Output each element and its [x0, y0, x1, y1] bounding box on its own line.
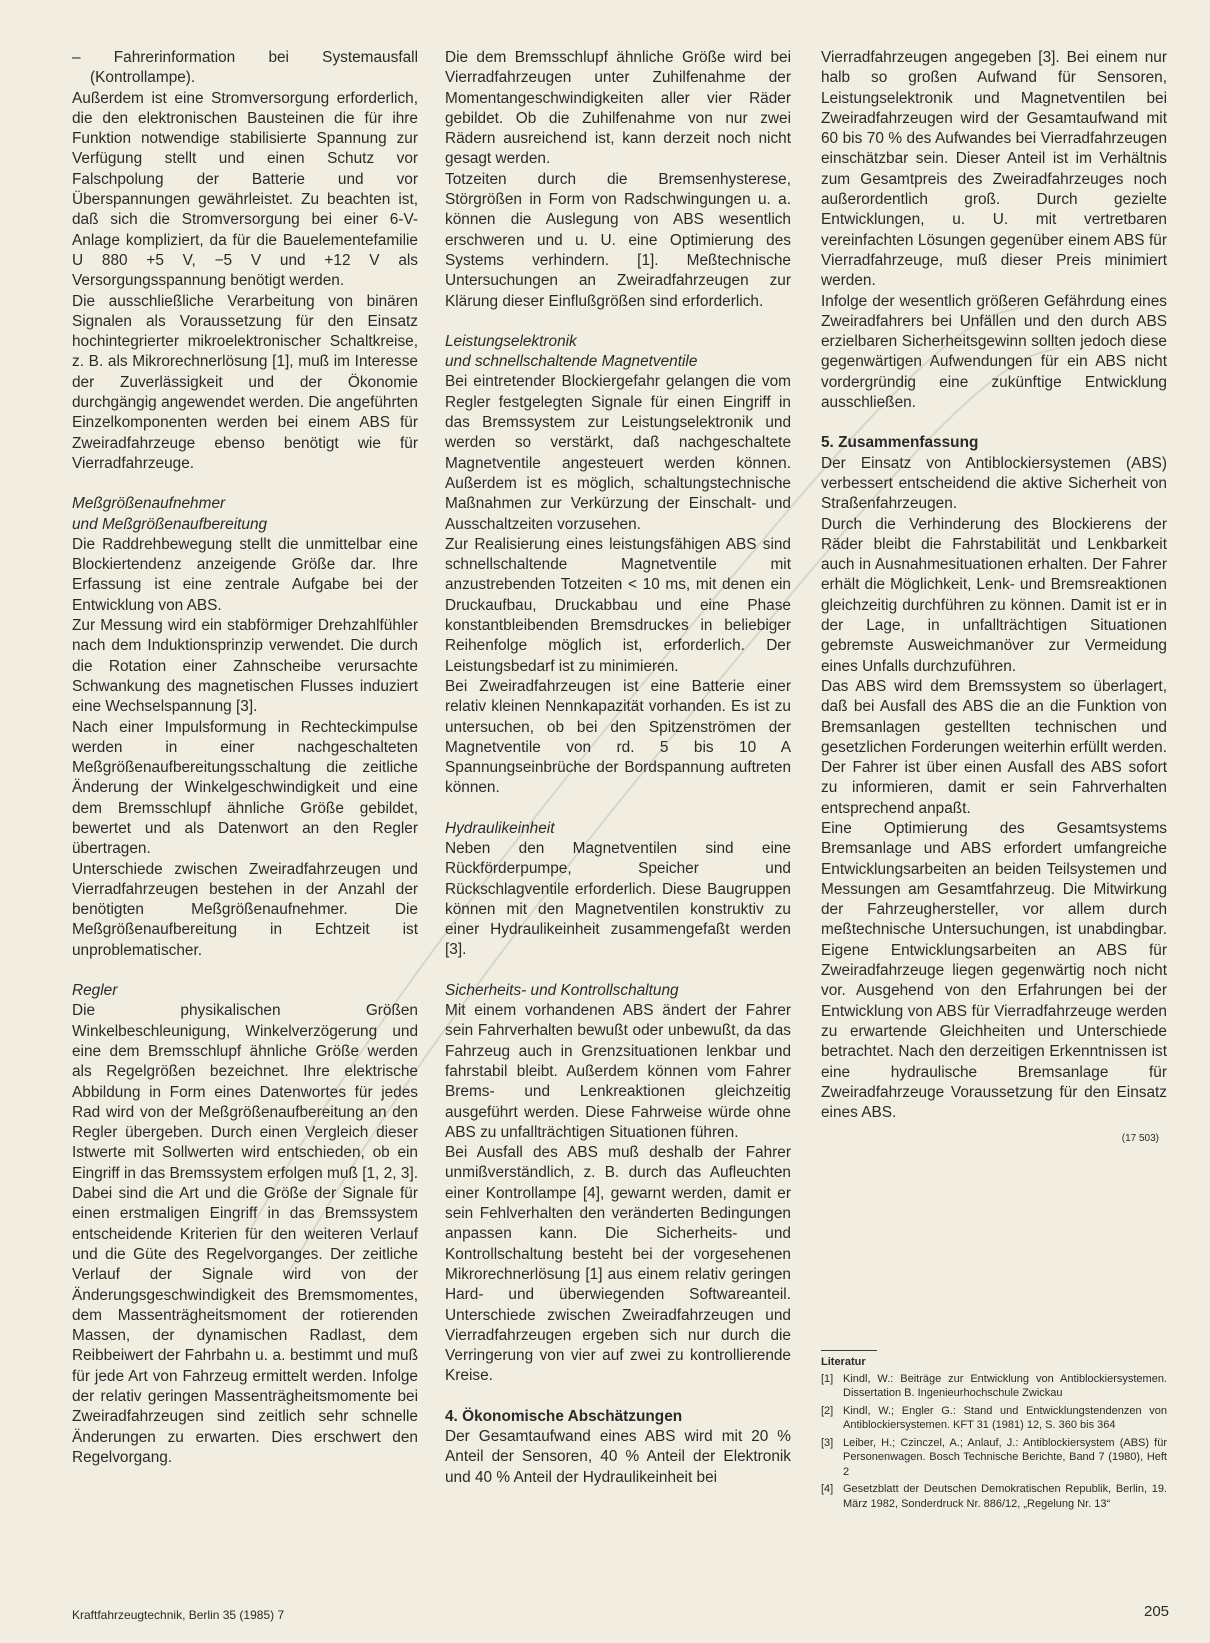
reference-item [821, 1436, 1167, 1480]
paragraph: Eine Optimierung des Gesamtsystems Bremsanlage und ABS erfordert umfangreiche Entwicklungsarbeiten an beiden Teilsystemen und Messungen am Gesamtfahrzeug. Die Mitwirkung der Fahrzeughersteller, vor allem durch meßtechnische Untersuchungen, ist unabdingbar. Eigene Entwicklungsarbeiten an ABS für Zweiradfahrzeuge liegen gegenwärtig noch nicht vor. Ausgehend von den Erfahrungen bei der Entwicklung von ABS für Vierradfahrzeuge werden zu erwartende Gleichheiten und Unterschiede betrachtet. Nach den derzeitigen Erkenntnissen ist eine hydraulische Bremsanlage für Zweiradfahrzeuge Voraussetzung für den Einsatz eines ABS. [821, 819, 1167, 1122]
divider [821, 1350, 877, 1351]
reference-item [821, 1372, 1167, 1401]
subheading: Sicherheits- und Kontrollschaltung [445, 981, 679, 999]
paragraph: Vierradfahrzeugen angegeben [3]. Bei einem nur halb so großen Aufwand für Sensoren, Leistungselektronik und Magnetventilen bei Zweiradfahrzeugen wird der Gesamtaufwand mit 60 bis 70 % des Aufwandes bei Vierradfahrzeugen einschätzbar sein. Dieser Anteil ist im Verhältnis zum Gesamtpreis des Zweiradfahrzeuges noch außerordentlich groß. Durch gezielte Entwicklungen, u. U. mit vertretbaren vereinfachten Lösungen gegenüber einem ABS für Vierradfahrzeuge, muß dieser Preis minimiert werden. [821, 49, 1167, 290]
reference-number: [2] [821, 1404, 834, 1417]
section-heading: 5. Zusammenfassung [821, 434, 979, 452]
article-code: (17 503) [1121, 1133, 1159, 1145]
list-item: – Fahrerinformation bei Systemausfall (Kontrollampe). [72, 49, 418, 87]
paragraph: Durch die Verhinderung des Blockierens der Räder bleibt die Fahrstabilität und Lenkbarkeit auch in Ausnahmesituationen erhalten. Der Fahrer erhält die Möglichkeit, Lenk- und Bremsreaktionen gleichzeitig durchführen zu können. Damit ist er in der Lage, in unfallträchtigen Situationen gebremste Ausweichmanöver zur Vermeidung eines Unfalls durchzuführen. [821, 515, 1167, 675]
paragraph: Nach einer Impulsformung in Rechteckimpulse werden in einer nachgeschalteten Meßgrößenaufbereitungsschaltung die zeitliche Änderung der Winkelgeschwindigkeit und eine dem Bremsschlupf ähnliche Größe gebildet, bewertet und als Datenwort an den Regler übertragen. [72, 718, 418, 858]
paragraph: Die ausschließliche Verarbeitung von binären Signalen als Voraussetzung für den Einsatz hochintegrierter mikroelektronischer Schaltkreise, z. B. als Mikrorechnerlösung [1], muß im Interesse der Zuverlässigkeit und der Ökonomie durchgängig angewendet werden. Die angeführten Einzelkomponenten werden bei einem ABS für Zweiradfahrzeuge ebenso benötigt wie für Vierradfahrzeuge. [72, 292, 418, 472]
paragraph: Der Gesamtaufwand eines ABS wird mit 20 % Anteil der Sensoren, 40 % Anteil der Elektronik und 40 % Anteil der Hydraulikeinheit bei [445, 1428, 791, 1486]
reference-number: [1] [821, 1372, 834, 1385]
paragraph: Neben den Magnetventilen sind eine Rückförderpumpe, Speicher und Rückschlagventile erforderlich. Diese Baugruppen können mit den Magnetventilen konstruktiv zu einer Hydraulikeinheit zusammengefaßt werden [3]. [445, 839, 791, 959]
paragraph: Die physikalischen Größen Winkelbeschleunigung, Winkelverzögerung und eine dem Bremsschlupf ähnliche Größe werden als Regelgrößen bezeichnet. Ihre elektrische Abbildung in Form eines Datenwortes für jedes Rad wird von der Meßgrößenaufbereitung an den Regler übergeben. Durch einen Vergleich dieser Istwerte mit Sollwerten wird entschieden, ob ein Eingriff in das Bremssystem erfolgen muß [1, 2, 3]. Dabei sind die Art und die Größe der Signale für einen erstmaligen Eingriff in das Bremssystem entscheidende Kriterien für den weiteren Verlauf und die Güte des Regelvorganges. Der zeitliche Verlauf der Signale wird von der Änderungsgeschwindigkeit des Bremsmomentes, dem Massenträgheitsmoment der rotierenden Massen, der dynamischen Radlast, dem Reibbeiwert der Fahrbahn u. a. bestimmt und muß für jede Art von Fahrzeug ermittelt werden. Infolge der relativ geringen Massenträgheitsmomente bei Zweiradfahrzeugen sind zeitlich sehr schnelle Änderungen zu erwarten. Dies erschwert den Regelvorgang. [72, 1002, 418, 1466]
paragraph: Außerdem ist eine Stromversorgung erforderlich, die den elektronischen Bausteinen die für ihre Funktion notwendige stabilisierte Spannung zur Verfügung stellt und einen Schutz vor Falschpolung der Batterie und vor Überspannungen gewährleistet. Zu beachten ist, daß sich die Stromversorgung bei einer 6-V-Anlage kompliziert, da für die Bauelementefamilie U 880 +5 V, −5 V und +12 V als Versorgungsspannung benötigt werden. [72, 89, 418, 290]
reference-text: Leiber, H.; Czinczel, A.; Anlauf, J.: Antiblockiersystem (ABS) für Personenwagen. Bosch Technische Berichte, Band 7 (1980), Heft 2 [843, 1436, 1167, 1478]
paragraph: Das ABS wird dem Bremssystem so überlagert, daß bei Ausfall des ABS die an die Funktion von Bremsanlagen gestellten technischen und gesetzlichen Forderungen weiterhin erfüllt werden. Der Fahrer ist über einen Ausfall des ABS sofort zu informieren, damit er sein Fahrverhalten entsprechend anpaßt. [821, 677, 1167, 817]
journal-citation: Kraftfahrzeugtechnik, Berlin 35 (1985) 7 [72, 1608, 285, 1622]
column-3 [821, 48, 1167, 1150]
literature-title: Literatur [821, 1356, 866, 1368]
reference-number: [3] [821, 1436, 834, 1449]
paragraph: Die Raddrehbewegung stellt die unmittelbar eine Blockiertendenz anzeigende Größe dar. Ihre Erfassung ist eine zentrale Aufgabe bei der Entwicklung von ABS. [72, 535, 418, 614]
page-number: 205 [1144, 1603, 1170, 1620]
literature-section [821, 1350, 1167, 1514]
subheading: Hydraulikeinheit [445, 819, 555, 837]
subheading: und Meßgrößenaufbereitung [72, 515, 268, 533]
paragraph: Mit einem vorhandenen ABS ändert der Fahrer sein Fahrverhalten bewußt oder unbewußt, da das Fahrzeug auch in Grenzsituationen lenkbar und fahrstabil bleibt. Außerdem können vom Fahrer Brems- und Lenkreaktionen gleichzeitig ausgeführt werden. Diese Fahrweise würde ohne ABS zu unfallträchtigen Situationen führen. [445, 1002, 791, 1141]
subheading: Leistungselektronik [445, 332, 577, 350]
column-1 [72, 48, 418, 1468]
reference-text: Kindl, W.: Beiträge zur Entwicklung von Antiblockiersystemen. Dissertation B. Ingenieurhochschule Zwickau [843, 1372, 1167, 1399]
paragraph: Die dem Bremsschlupf ähnliche Größe wird bei Vierradfahrzeugen unter Zuhilfenahme der Momentangeschwindigkeiten aller vier Räder gebildet. Ob die Zuhilfenahme von nur zwei Rädern ausreichend ist, kann derzeit noch nicht gesagt werden. [445, 49, 791, 168]
paragraph: Unterschiede zwischen Zweiradfahrzeugen und Vierradfahrzeugen bestehen in der Anzahl der benötigten Meßgrößenaufnehmer. Die Meßgrößenaufbereitung in Echtzeit ist unproblematischer. [72, 860, 418, 959]
section-heading: 4. Ökonomische Abschätzungen [445, 1407, 683, 1425]
paragraph: Infolge der wesentlich größeren Gefährdung eines Zweiradfahrers bei Unfällen und den durch ABS erzielbaren Sicherheitsgewinn sollten jedoch diese gegenwärtigen Aufwendungen für ein ABS nicht vordergründig eine zukünftige Entwicklung ausschließen. [821, 292, 1167, 412]
paragraph: Bei Zweiradfahrzeugen ist eine Batterie einer relativ kleinen Nennkapazität vorhanden. Es ist zu untersuchen, ob bei den Spitzenströmen der Magnetventile von rd. 5 bis 10 A Spannungseinbrüche der Bordspannung auftreten können. [445, 677, 791, 797]
column-2 [445, 48, 791, 1488]
paragraph: Bei eintretender Blockiergefahr gelangen die vom Regler festgelegten Signale für einen Eingriff in das Bremssystem zur Leistungselektronik und werden so verstärkt, daß nachgeschaltete Magnetventile angesteuert werden können. Außerdem ist es möglich, schaltungstechnische Maßnahmen zur Verkürzung der Einschalt- und Ausschaltzeiten vorzusehen. [445, 373, 791, 533]
reference-text: Kindl, W.; Engler G.: Stand und Entwicklungstendenzen von Antiblockiersystemen. KFT 31 (1981) 12, S. 360 bis 364 [843, 1404, 1167, 1431]
subheading: Meßgrößenaufnehmer [72, 495, 226, 513]
reference-item [821, 1404, 1167, 1433]
subheading: und schnellschaltende Magnetventile [445, 353, 698, 371]
subheading: Regler [72, 982, 118, 1000]
paragraph: Totzeiten durch die Bremsenhysterese, Störgrößen in Form von Radschwingungen u. a. können die Auslegung von ABS wesentlich erschweren und u. U. eine Optimierung des Systems verhindern. [1]. Meßtechnische Untersuchungen an Zweiradfahrzeugen zur Klärung dieser Einflußgrößen sind erforderlich. [445, 170, 791, 310]
paragraph: Zur Messung wird ein stabförmiger Drehzahlfühler nach dem Induktionsprinzip verwendet. Die durch die Rotation einer Zahnscheibe verursachte Schwankung des magnetischen Flusses induziert eine Wechselspannung [3]. [72, 617, 418, 716]
reference-item [821, 1482, 1167, 1511]
paragraph: Bei Ausfall des ABS muß deshalb der Fahrer unmißverständlich, z. B. durch das Aufleuchten einer Kontrollampe [4], gewarnt werden, damit er sein Fehlverhalten den veränderten Bedingungen anpassen kann. Die Sicherheits- und Kontrollschaltung besteht bei der vorgesehenen Mikrorechnerlösung [1] aus einem relativ geringen Hard- und überwiegenden Softwareanteil. Unterschiede zwischen Zweiradfahrzeugen und Vierradfahrzeugen ergeben sich nur durch die Verringerung von vier auf zwei zu kontrollierende Kreise. [445, 1144, 791, 1385]
reference-number: [4] [821, 1483, 834, 1495]
paragraph: Der Einsatz von Antiblockiersystemen (ABS) verbessert entscheidend die aktive Sicherheit von Straßenfahrzeugen. [821, 454, 1167, 513]
reference-text: Gesetzblatt der Deutschen Demokratischen Republik, Berlin, 19. März 1982, Sonderdruck Nr. 886/12, „Regelung Nr. 13“ [843, 1483, 1167, 1510]
paragraph: Zur Realisierung eines leistungsfähigen ABS sind schnellschaltende Magnetventile mit anzustrebenden Totzeiten < 10 ms, mit denen ein Druckaufbau, Druckabbau und eine Phase konstantbleibenden Bremsdruckes in beliebiger Reihenfolge möglich ist, erforderlich. Der Leistungsbedarf ist zu minimieren. [445, 535, 791, 675]
